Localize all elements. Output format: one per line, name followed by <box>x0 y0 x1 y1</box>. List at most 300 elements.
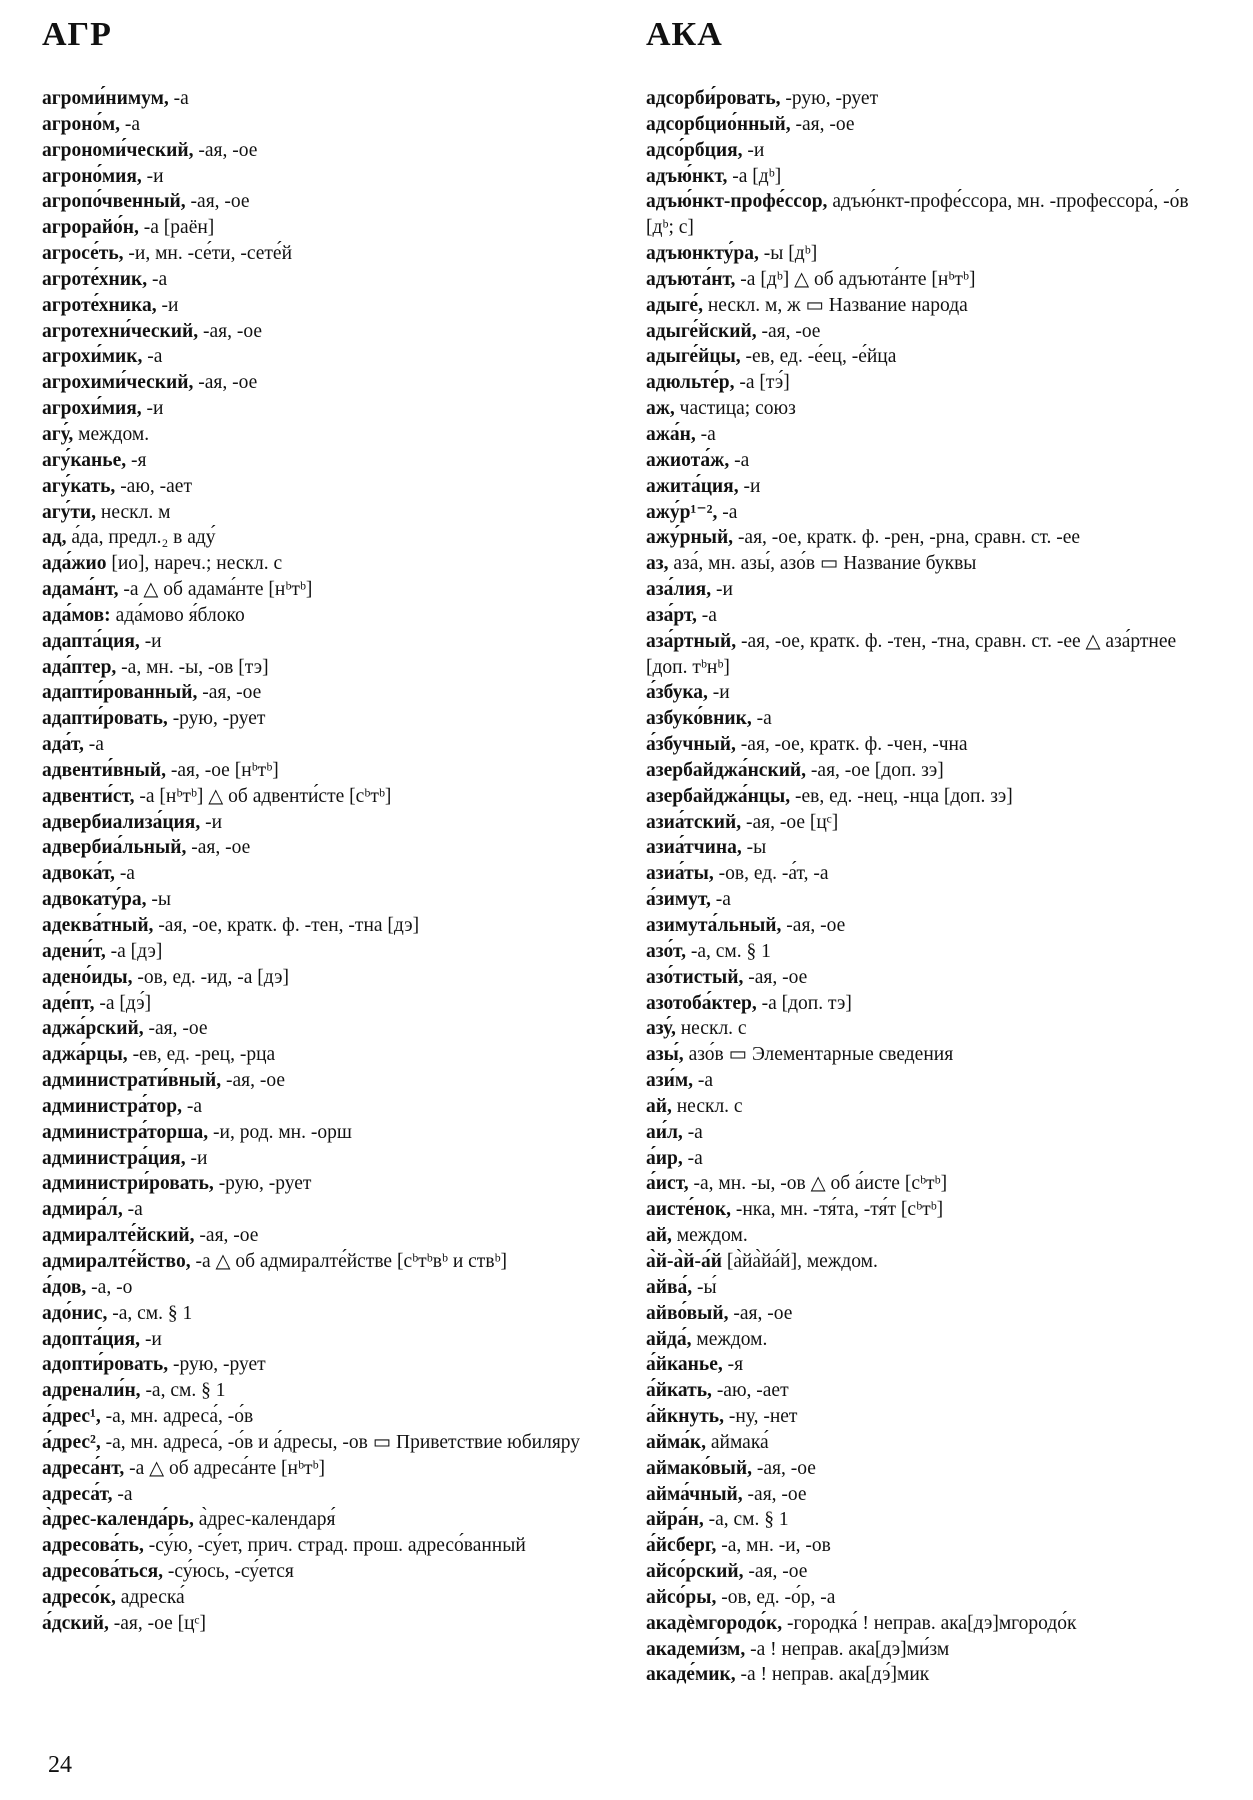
entry-headword: адама́нт, <box>42 579 119 601</box>
dictionary-entry <box>42 758 622 784</box>
entry-grammar: -и <box>742 139 765 161</box>
dictionary-entry <box>646 1327 1221 1353</box>
entry-grammar: -ая, -ое, кратк. ф. -тен, -тна, сравн. ст. -ее △ аза́ртнее [доп. тᵇнᵇ] <box>646 630 1177 678</box>
entry-headword: а́збука, <box>646 682 708 704</box>
entry-headword: азу́, <box>646 1018 676 1040</box>
dictionary-entry <box>42 1094 622 1120</box>
entry-grammar: -ая, -ое <box>743 966 808 988</box>
entry-headword: а́йканье, <box>646 1354 723 1376</box>
entry-headword: адюльте́р, <box>646 372 735 394</box>
entry-grammar: -а, см. § 1 <box>107 1302 193 1324</box>
entry-grammar: -а <box>181 1095 202 1117</box>
entry-grammar: нескл. с <box>675 1018 747 1040</box>
entry-headword: аисте́нок, <box>646 1199 731 1221</box>
entry-headword: айма́к, <box>646 1431 706 1453</box>
dictionary-entry <box>646 551 1221 577</box>
dictionary-entry <box>42 810 622 836</box>
entry-grammar: -рую, -рует <box>213 1173 312 1195</box>
entry-grammar: -а <box>717 501 738 523</box>
dictionary-entry <box>646 1559 1221 1585</box>
entry-headword: администра́ция, <box>42 1147 186 1169</box>
entry-headword: адени́т, <box>42 940 106 962</box>
entry-headword: айма́чный, <box>646 1483 743 1505</box>
entry-grammar: нескл. м <box>96 501 171 523</box>
entry-headword: агроно́мия, <box>42 165 142 187</box>
dictionary-entry <box>42 577 622 603</box>
dictionary-entry <box>646 1404 1221 1430</box>
dictionary-entry <box>646 1482 1221 1508</box>
entry-grammar: -а [дэ] <box>105 940 163 962</box>
dictionary-entry <box>646 991 1221 1017</box>
entry-headword: акадѐмгородо́к, <box>646 1612 783 1634</box>
dictionary-entry <box>42 1611 622 1637</box>
entry-grammar: -аю, -ает <box>711 1380 789 1402</box>
dictionary-entry <box>646 422 1221 448</box>
entry-headword: агропо́чвенный, <box>42 191 186 213</box>
entry-headword: адъю́нкт, <box>646 165 728 187</box>
entry-headword: адреса́т, <box>42 1483 113 1505</box>
entry-grammar: -рую, -рует <box>168 1354 266 1376</box>
entry-headword: азбуко́вник, <box>646 708 752 730</box>
entry-grammar: -а [дᵇ] △ об адъюта́нте [нᵇтᵇ] <box>735 268 976 290</box>
dictionary-entry <box>42 344 622 370</box>
entry-grammar: адреска́ <box>115 1586 185 1608</box>
dictionary-entry <box>646 1171 1221 1197</box>
entry-headword: ажиота́ж, <box>646 449 730 471</box>
dictionary-entry <box>646 396 1221 422</box>
entry-headword: а́йкать, <box>646 1380 712 1402</box>
dictionary-entry <box>42 913 622 939</box>
entry-grammar: -а <box>142 346 163 368</box>
entry-grammar: -а <box>695 423 716 445</box>
entry-headword: адвенти́вный, <box>42 759 166 781</box>
dictionary-entry <box>42 1456 622 1482</box>
dictionary-entry <box>646 1016 1221 1042</box>
entry-grammar: -ая, -ое [цᶜ] <box>108 1612 207 1634</box>
entry-headword: айво́вый, <box>646 1302 729 1324</box>
entry-grammar: -а, мн. -и, -ов <box>716 1535 831 1557</box>
dictionary-entry <box>42 319 622 345</box>
entry-headword: ада́т, <box>42 734 84 756</box>
entry-grammar: а́да, предл.₂ в аду́ <box>66 527 216 549</box>
entry-headword: азимута́льный, <box>646 915 782 936</box>
entry-grammar: -а <box>112 1483 133 1505</box>
entry-headword: азиа́тчина, <box>646 837 742 859</box>
entry-grammar: -ая, -ое <box>197 682 262 704</box>
entry-headword: адвербиализа́ция, <box>42 811 201 833</box>
entry-grammar: -а <box>83 734 104 756</box>
entry-headword: айва́, <box>646 1276 693 1298</box>
entry-headword: агрохи́мия, <box>42 398 142 420</box>
entry-headword: адыге́йский, <box>646 320 757 342</box>
dictionary-entry <box>42 835 622 861</box>
entry-grammar: -су́ю, -су́ет, прич. страд. прош. адресо́ванный <box>143 1535 526 1557</box>
entry-grammar: -а <box>696 604 717 626</box>
entry-grammar: -а <box>119 113 141 135</box>
entry-headword: администри́ровать, <box>42 1173 214 1195</box>
entry-headword: адено́иды, <box>42 966 133 988</box>
entry-headword: аде́пт, <box>42 992 95 1014</box>
entry-grammar: [а̀йа̀йа́й], междом. <box>721 1250 878 1272</box>
entry-headword: адопти́ровать, <box>42 1354 169 1376</box>
entry-headword: адвока́т, <box>42 863 115 885</box>
dictionary-entry <box>42 1197 622 1223</box>
entry-headword: ада́жио <box>42 553 107 575</box>
entry-grammar: -городка́ ! неправ. ака[дэ]мгородо́к <box>782 1612 1077 1634</box>
entry-grammar: -нка, мн. -тя́та, -тя́т [сᵇтᵇ] <box>730 1199 944 1221</box>
entry-headword: адопта́ция, <box>42 1328 141 1350</box>
dictionary-entry <box>42 1352 622 1378</box>
entry-grammar: -а <box>682 1147 703 1169</box>
entry-grammar: -ая, -ое, кратк. ф. -тен, -тна [дэ] <box>153 915 420 936</box>
entry-grammar: -а <box>692 1070 714 1092</box>
entry-grammar: -а <box>682 1121 703 1143</box>
dictionary-entry <box>42 1120 622 1146</box>
dictionary-entry <box>646 267 1221 293</box>
dictionary-entry <box>42 603 622 629</box>
entry-headword: айда́, <box>646 1328 692 1350</box>
entry-grammar: -ая, -ое <box>742 1483 807 1505</box>
dictionary-entry <box>646 577 1221 603</box>
entry-grammar: -и <box>711 579 733 601</box>
entry-headword: адапти́ровать, <box>42 708 168 730</box>
entry-grammar: -а [дᵇ] <box>727 165 782 187</box>
entry-headword: азиа́тский, <box>646 811 742 833</box>
entry-grammar: [ио], нареч.; нескл. с <box>106 553 283 575</box>
dictionary-entry <box>646 1611 1221 1637</box>
entry-headword: агу́канье, <box>42 449 127 471</box>
entry-grammar: -ев, ед. -е́ец, -е́йца <box>740 346 897 368</box>
entry-grammar: -рую, -рует <box>780 88 879 109</box>
entry-grammar: -ев, ед. -рец, -рца <box>127 1044 276 1066</box>
entry-grammar: нескл. с <box>671 1095 743 1117</box>
entry-grammar: -а, мн. -ы, -ов △ об а́исте [сᵇтᵇ] <box>688 1173 948 1195</box>
dictionary-entry <box>646 112 1221 138</box>
entry-headword: агу́ти, <box>42 501 97 523</box>
dictionary-entry <box>646 706 1221 732</box>
dictionary-entry <box>646 189 1221 241</box>
entry-headword: ажита́ция, <box>646 475 739 497</box>
dictionary-entry <box>646 344 1221 370</box>
entry-grammar: -и <box>200 811 223 833</box>
entry-headword: адреса́нт, <box>42 1457 125 1479</box>
entry-headword: аймако́вый, <box>646 1457 752 1479</box>
entry-grammar: -а, см. § 1 <box>703 1509 789 1531</box>
entry-grammar: -а <box>710 889 731 911</box>
page-number: 24 <box>48 1752 72 1778</box>
entry-headword: а̀й-а̀й-а́й <box>646 1250 722 1272</box>
entry-grammar: -ая, -ое [нᵇтᵇ] <box>165 759 279 781</box>
entry-headword: адъюта́нт, <box>646 268 736 290</box>
dictionary-entry <box>646 474 1221 500</box>
entry-grammar: -ну, -нет <box>723 1406 798 1428</box>
entry-headword: агрохими́ческий, <box>42 372 194 394</box>
entry-headword: адсорби́ровать, <box>646 88 781 109</box>
entry-headword: азотоба́ктер, <box>646 992 757 1014</box>
entry-headword: аза́ртный, <box>646 630 737 652</box>
entry-grammar: -и <box>185 1147 208 1169</box>
entry-headword: агрономи́ческий, <box>42 139 194 161</box>
entry-grammar: -и <box>140 1328 162 1350</box>
dictionary-entry <box>646 1068 1221 1094</box>
entry-grammar: -а △ об адама́нте [нᵇтᵇ] <box>118 579 313 601</box>
dictionary-entry <box>42 629 622 655</box>
dictionary-entry <box>646 1223 1221 1249</box>
dictionary-entry <box>646 1456 1221 1482</box>
entry-grammar: -ая, -ое <box>728 1302 793 1324</box>
dictionary-entry <box>42 422 622 448</box>
entry-headword: азербайджа́нцы, <box>646 785 791 807</box>
dictionary-entry <box>42 1146 622 1172</box>
dictionary-entry <box>42 1301 622 1327</box>
entry-headword: агроми́нимум, <box>42 88 169 109</box>
entry-headword: адресо́к, <box>42 1586 116 1608</box>
entry-headword: акаде́мик, <box>646 1664 736 1686</box>
entry-headword: аза́рт, <box>646 604 697 626</box>
dictionary-entry <box>42 474 622 500</box>
dictionary-entry <box>646 887 1221 913</box>
dictionary-entry <box>42 939 622 965</box>
dictionary-entry <box>646 319 1221 345</box>
entry-headword: агроно́м, <box>42 113 120 135</box>
dictionary-entry <box>42 215 622 241</box>
entry-grammar: -ев, ед. -нец, -нца [доп. зэ] <box>790 785 1013 807</box>
entry-grammar: -а <box>122 1199 143 1221</box>
dictionary-entry <box>646 138 1221 164</box>
entry-headword: ази́м, <box>646 1070 693 1092</box>
entry-grammar: -ая, -ое, кратк. ф. -чен, -чна <box>735 734 968 756</box>
dictionary-entry <box>42 112 622 138</box>
running-head-right: АКА <box>646 16 723 53</box>
dictionary-entry <box>42 965 622 991</box>
entry-headword: айсо́ры, <box>646 1586 717 1608</box>
entry-grammar: -ы́ <box>692 1276 717 1298</box>
entry-grammar: междом. <box>691 1328 768 1350</box>
entry-headword: администрати́вный, <box>42 1070 222 1092</box>
entry-headword: а́дов, <box>42 1276 87 1298</box>
dictionary-entry <box>42 370 622 396</box>
dictionary-entry <box>646 86 1221 112</box>
dictionary-entry <box>42 396 622 422</box>
entry-headword: адмиралте́йский, <box>42 1225 195 1247</box>
dictionary-entry <box>646 1146 1221 1172</box>
dictionary-entry <box>646 525 1221 551</box>
dictionary-entry <box>646 1275 1221 1301</box>
entry-headword: а́збучный, <box>646 734 736 756</box>
entry-grammar: -ая, -ое <box>198 320 263 342</box>
entry-grammar: -ов, ед. -а́т, -а <box>713 863 829 885</box>
entry-grammar: -а, мн. адреса́, -о́в <box>100 1406 254 1428</box>
entry-grammar: -а, мн. адреса́, -о́в и а́дресы, -ов ▭ Приветствие юбиляру <box>100 1431 581 1453</box>
entry-headword: адмиралте́йство, <box>42 1250 191 1272</box>
dictionary-entry <box>42 525 622 551</box>
entry-grammar: -ы <box>741 837 767 859</box>
entry-grammar: -и <box>141 398 164 420</box>
dictionary-entry <box>42 267 622 293</box>
dictionary-entry <box>42 1430 622 1456</box>
dictionary-entry <box>646 1094 1221 1120</box>
entry-headword: а́дрес², <box>42 1431 101 1453</box>
entry-headword: аза́лия, <box>646 579 712 601</box>
dictionary-entry <box>42 293 622 319</box>
dictionary-entry <box>646 965 1221 991</box>
entry-headword: ажу́р¹⁻², <box>646 501 718 523</box>
entry-grammar: -ая, -ое <box>790 113 855 135</box>
dictionary-entry <box>42 706 622 732</box>
entry-headword: азиа́ты, <box>646 863 714 885</box>
dictionary-entry <box>646 861 1221 887</box>
entry-grammar: частица; союз <box>674 398 796 420</box>
dictionary-entry <box>646 1430 1221 1456</box>
dictionary-entry <box>646 629 1221 681</box>
dictionary-entry <box>646 1662 1221 1688</box>
dictionary-entry <box>42 189 622 215</box>
entry-headword: а̀дрес-календа́рь, <box>42 1509 194 1531</box>
dictionary-entry <box>646 913 1221 939</box>
entry-grammar: нескл. м, ж ▭ Название народа <box>702 294 968 316</box>
entry-headword: азо́тистый, <box>646 966 744 988</box>
entry-headword: адъю́нкт-профе́ссор, <box>646 191 828 213</box>
entry-grammar: -и, мн. -се́ти, -сете́й <box>123 243 292 265</box>
dictionary-entry <box>646 1585 1221 1611</box>
dictionary-entry <box>42 164 622 190</box>
entry-grammar: -ая, -ое <box>752 1457 816 1479</box>
dictionary-entry <box>42 1404 622 1430</box>
entry-grammar: -ов, ед. -о́р, -а <box>716 1586 836 1608</box>
entry-headword: а́йкнуть, <box>646 1406 724 1428</box>
dictionary-entry <box>42 991 622 1017</box>
entry-grammar: -а, -о <box>86 1276 133 1298</box>
dictionary-entry <box>646 732 1221 758</box>
entry-headword: администра́тор, <box>42 1095 182 1117</box>
dictionary-entry <box>42 1171 622 1197</box>
entry-headword: адмира́л, <box>42 1199 123 1221</box>
entry-grammar: -ов, ед. -ид, -а [дэ] <box>132 966 290 988</box>
dictionary-entry <box>646 680 1221 706</box>
dictionary-entry <box>42 241 622 267</box>
dictionary-entry <box>42 1507 622 1533</box>
dictionary-entry <box>646 1378 1221 1404</box>
entry-headword: а́йсберг, <box>646 1535 717 1557</box>
dictionary-entry <box>646 448 1221 474</box>
dictionary-entry <box>42 861 622 887</box>
entry-headword: адресова́ть, <box>42 1535 144 1557</box>
entry-grammar: -и <box>141 165 164 187</box>
dictionary-entry <box>646 784 1221 810</box>
dictionary-entry <box>42 784 622 810</box>
entry-grammar: -а [тэ́] <box>734 372 790 394</box>
dictionary-entry <box>42 1559 622 1585</box>
entry-grammar: -а <box>729 449 750 471</box>
entry-headword: агрорайо́н, <box>42 217 139 239</box>
entry-headword: агу́кать, <box>42 475 116 497</box>
entry-grammar: -а, мн. -ы, -ов [тэ] <box>116 656 269 678</box>
dictionary-entry <box>42 1249 622 1275</box>
dictionary-entry <box>646 370 1221 396</box>
entry-headword: адсорбцио́нный, <box>646 113 791 135</box>
entry-headword: аджа́рцы, <box>42 1044 128 1066</box>
entry-headword: аж, <box>646 398 675 420</box>
dictionary-entry <box>646 1042 1221 1068</box>
entry-grammar: -а, см. § 1 <box>685 940 771 962</box>
dictionary-entry <box>646 939 1221 965</box>
entry-grammar: -а [раён] <box>138 217 215 239</box>
dictionary-entry <box>646 1249 1221 1275</box>
entry-headword: адо́нис, <box>42 1302 108 1324</box>
entry-headword: азо́т, <box>646 940 686 962</box>
entry-grammar: -ая, -ое <box>194 1225 259 1247</box>
entry-headword: академи́зм, <box>646 1638 746 1660</box>
entry-grammar: -рую, -рует <box>167 708 266 730</box>
entry-headword: а́ист, <box>646 1173 689 1195</box>
entry-headword: адвенти́ст, <box>42 785 135 807</box>
dictionary-entry <box>42 1016 622 1042</box>
right-column <box>646 86 1221 1688</box>
entry-grammar: -а [доп. тэ] <box>756 992 852 1014</box>
dictionary-entry <box>646 293 1221 319</box>
entry-headword: агу́, <box>42 423 74 445</box>
entry-headword: айра́н, <box>646 1509 704 1531</box>
entry-headword: адапти́рованный, <box>42 682 198 704</box>
entry-headword: ай, <box>646 1225 672 1247</box>
dictionary-entry <box>646 1301 1221 1327</box>
entry-grammar: -ая, -ое <box>186 837 251 859</box>
dictionary-entry <box>42 500 622 526</box>
dictionary-entry <box>42 1482 622 1508</box>
entry-grammar: -и <box>156 294 179 316</box>
entry-grammar: -а <box>147 268 168 290</box>
entry-headword: агротехни́ческий, <box>42 320 199 342</box>
dictionary-entry <box>646 1533 1221 1559</box>
dictionary-entry <box>42 1327 622 1353</box>
dictionary-entry <box>42 1585 622 1611</box>
dictionary-entry <box>42 1275 622 1301</box>
entry-headword: адсо́рбция, <box>646 139 743 161</box>
entry-headword: администра́торша, <box>42 1121 209 1143</box>
entry-grammar: междом. <box>73 423 150 445</box>
entry-grammar: -а, см. § 1 <box>140 1380 226 1402</box>
entry-grammar: ада́мово я́блоко <box>110 604 245 626</box>
entry-headword: агроте́хника, <box>42 294 157 316</box>
entry-grammar: -и, род. мн. -орш <box>208 1121 352 1143</box>
entry-grammar: -ая, -ое <box>781 915 846 936</box>
entry-headword: аджа́рский, <box>42 1018 144 1040</box>
entry-headword: айсо́рский, <box>646 1561 744 1583</box>
dictionary-entry <box>646 810 1221 836</box>
entry-grammar: аза́, мн. азы́, азо́в ▭ Название буквы <box>668 553 977 575</box>
dictionary-entry <box>646 1507 1221 1533</box>
entry-grammar: -я <box>722 1354 744 1376</box>
dictionary-entry <box>42 887 622 913</box>
entry-grammar: -ая, -ое [цᶜ] <box>741 811 839 833</box>
entry-grammar: -ая, -ое <box>743 1561 808 1583</box>
entry-headword: адресова́ться, <box>42 1561 164 1583</box>
entry-grammar: -я <box>126 449 147 471</box>
dictionary-entry <box>42 1042 622 1068</box>
dictionary-entry <box>646 164 1221 190</box>
entry-grammar: -ы <box>146 889 171 911</box>
dictionary-entry <box>646 1120 1221 1146</box>
entry-grammar: -а △ об адмиралте́йстве [сᵇтᵇвᵇ и ствᵇ] <box>190 1250 508 1272</box>
running-head-left: АГР <box>42 16 112 53</box>
entry-headword: адвербиа́льный, <box>42 837 187 859</box>
entry-grammar: -и <box>738 475 761 497</box>
entry-headword: агросе́ть, <box>42 243 124 265</box>
dictionary-entry <box>646 835 1221 861</box>
entry-headword: аи́л, <box>646 1121 683 1143</box>
dictionary-entry <box>646 500 1221 526</box>
entry-grammar: -а [дэ́] <box>94 992 152 1014</box>
